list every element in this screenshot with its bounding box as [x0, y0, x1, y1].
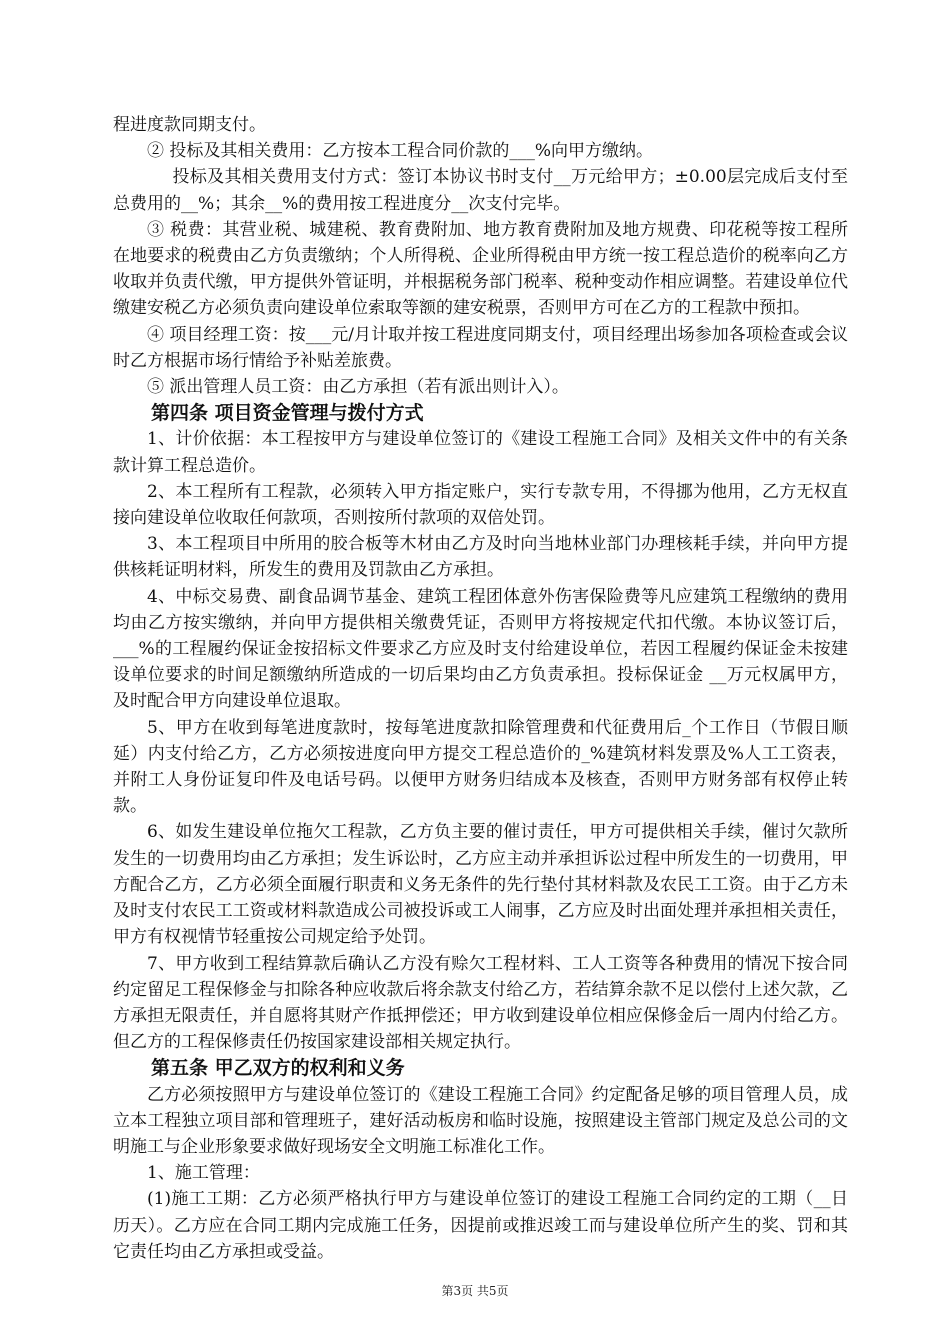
paragraph: 2、本工程所有工程款，必须转入甲方指定账户，实行专款专用，不得挪为他用，乙方无权直接向建设单位收取任何款项，否则按所付款项的双倍处罚。	[113, 481, 848, 529]
paragraph: ② 投标及其相关费用：乙方按本工程合同价款的___%向甲方缴纳。	[147, 141, 654, 162]
paragraph: 7、甲方收到工程结算款后确认乙方没有赊欠工程材料、工人工资等各种费用的情况下按合同约定留足工程保修金与扣除各种应收款后将余款支付给乙方，若结算余款不足以偿付上述欠款，乙方承担无限责任，并自愿将其财产作抵押偿还；甲方收到建设单位相应保修金后一周内付给乙方。但乙方的工程保修责任仍按国家建设部相关规定执行。	[113, 953, 848, 1053]
paragraph: 1、施工管理：	[147, 1163, 260, 1184]
page-number: 第3页 共5页	[441, 1284, 509, 1298]
paragraph: 乙方必须按照甲方与建设单位签订的《建设工程施工合同》约定配备足够的项目管理人员，成立本工程独立项目部和管理班子，建好活动板房和临时设施，按照建设主管部门规定及总公司的文明施工与企业形象要求做好现场安全文明施工标准化工作。	[113, 1084, 848, 1157]
paragraph: (1)施工工期：乙方必须严格执行甲方与建设单位签订的建设工程施工合同约定的工期（__日历天）。乙方应在合同工期内完成施工任务，因提前或推迟竣工而与建设单位所产生的奖、罚和其它责任均由乙方承担或受益。	[113, 1189, 848, 1262]
paragraph: 1、计价依据：本工程按甲方与建设单位签订的《建设工程施工合同》及相关文件中的有关条款计算工程总造价。	[113, 429, 848, 476]
document-body	[113, 112, 848, 1265]
paragraph: 5、甲方在收到每笔进度款时，按每笔进度款扣除管理费和代征费用后_个工作日（节假日顺延）内支付给乙方，乙方必须按进度向甲方提交工程总造价的_%建筑材料发票及%人工工资表，并附工人身份证复印件及电话号码。以便甲方财务归结成本及核查，否则甲方财务部有权停止转款。	[113, 717, 848, 817]
paragraph: ③ 税费：其营业税、城建税、教育费附加、地方教育费附加及地方规费、印花税等按工程所在地要求的税费由乙方负责缴纳；个人所得税、企业所得税由甲方统一按工程总造价的税率向乙方收取并负责代缴，甲方提供外管证明，并根据税务部门税率、税种变动作相应调整。若建设单位代缴建安税乙方必须负责向建设单位索取等额的建安税票，否则甲方可在乙方的工程款中预扣。	[113, 219, 848, 319]
section-heading: 第四条 项目资金管理与拨付方式	[151, 402, 424, 425]
paragraph: 3、本工程项目中所用的胶合板等木材由乙方及时向当地林业部门办理核耗手续，并向甲方提供核耗证明材料，所发生的费用及罚款由乙方承担。	[113, 534, 848, 581]
paragraph: 6、如发生建设单位拖欠工程款，乙方负主要的催讨责任，甲方可提供相关手续，催讨欠款所发生的一切费用均由乙方承担；发生诉讼时，乙方应主动并承担诉讼过程中所发生的一切费用，甲方配合乙方，乙方必须全面履行职责和义务无条件的先行垫付其材料款及农民工工资。由于乙方未及时支付农民工工资或材料款造成公司被投诉或工人闹事，乙方应及时出面处理并承担相关责任，甲方有权视情节轻重按公司规定给予处罚。	[113, 822, 848, 948]
paragraph: ⑤ 派出管理人员工资：由乙方承担（若有派出则计入）。	[147, 377, 569, 398]
paragraph: ④ 项目经理工资：按___元/月计取并按工程进度同期支付，项目经理出场参加各项检查或会议时乙方根据市场行情给予补贴差旅费。	[113, 324, 848, 371]
paragraph: 4、中标交易费、副食品调节基金、建筑工程团体意外伤害保险费等凡应建筑工程缴纳的费用均由乙方按实缴纳，并向甲方提供相关缴费凭证，否则甲方将按规定代扣代缴。本协议签订后，___%的工程履约保证金按招标文件要求乙方应及时支付给建设单位，若因工程履约保证金未按建设单位要求的时间足额缴纳所造成的一切后果均由乙方负责承担。投标保证金 __万元权属甲方，及时配合甲方向建设单位退取。	[113, 586, 848, 712]
section-heading: 第五条 甲乙双方的权利和义务	[151, 1057, 405, 1080]
paragraph: 投标及其相关费用支付方式：签订本协议书时支付__万元给甲方；±0.00层完成后支付至总费用的__%；其余__%的费用按工程进度分__次支付完毕。	[113, 167, 848, 214]
paragraph: 程进度款同期支付。	[113, 115, 266, 135]
